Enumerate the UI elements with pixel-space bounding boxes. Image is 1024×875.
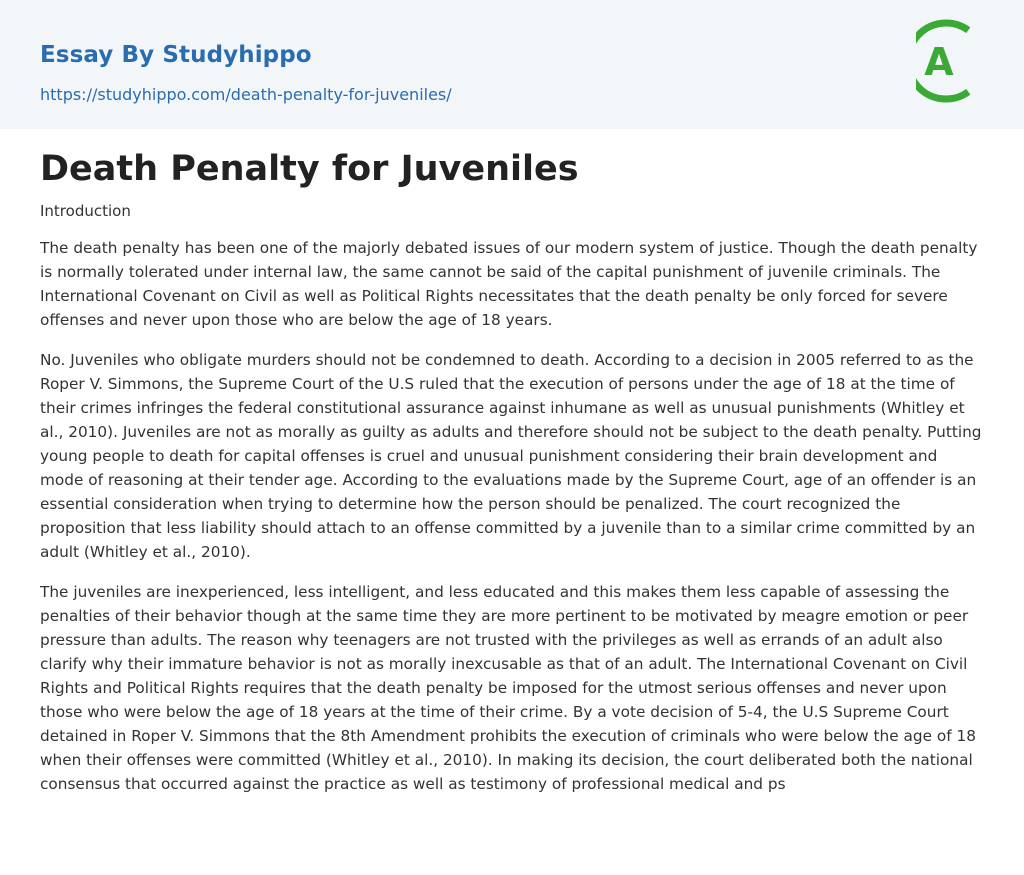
paragraph-2: No. Juveniles who obligate murders should not be condemned to death. According to a decision in 2005 referred to as the Roper V. Simmons, the Supreme Court of the U.S ruled that the execution of persons under the age of 18 at the time of their crimes infringes the federal constitutional assurance against inhumane as well as unusual punishments (Whitley et al., 2010). Juveniles are not as morally as guilty as adults and therefore should not be subject to the death penalty. Putting young people to death for capital offenses is cruel and unusual punishment considering their brain development and mode of reasoning at their tender age. According to the evaluations made by the Supreme Court, age of an offender is an essential consideration when trying to determine how the person should be penalized. The court recognized the proposition that less liability should attach to an offense committed by a juvenile than to a similar crime committed by an adult (Whitley et al., 2010).	[40, 351, 982, 561]
site-header	[0, 0, 1024, 129]
section-heading: Introduction	[40, 202, 131, 220]
studyhippo-logo-icon[interactable]	[916, 18, 986, 104]
paragraph-3: The juveniles are inexperienced, less intelligent, and less educated and this makes them less capable of assessing the penalties of their behavior though at the same time they are more pertinent to be motivated by meagre emotion or peer pressure than adults. The reason why teenagers are not trusted with the privileges as well as errands of an adult also clarify why their immature behavior is not as morally inexcusable as that of an adult. The International Covenant on Civil Rights and Political Rights requires that the death penalty be imposed for the utmost serious offenses and never upon those who were below the age of 18 years at the time of their crime. By a vote decision of 5-4, the U.S Supreme Court detained in Roper V. Simmons that the 8th Amendment prohibits the execution of criminals who were below the age of 18 when their offenses were committed (Whitley et al., 2010). In making its decision, the court deliberated both the national consensus that occurred against the practice as well as testimony of professional medical and ps	[40, 583, 976, 793]
article	[0, 147, 1024, 796]
paragraph-1: The death penalty has been one of the majorly debated issues of our modern system of justice. Though the death penalty is normally tolerated under internal law, the same cannot be said of the capital punishment of juvenile criminals. The International Covenant on Civil as well as Political Rights necessitates that the death penalty be only forced for severe offenses and never upon those who are below the age of 18 years.	[40, 239, 978, 329]
logo-letter: A	[924, 40, 954, 84]
brand-title[interactable]: Essay By Studyhippo	[40, 42, 312, 68]
source-url-link[interactable]: https://studyhippo.com/death-penalty-for-juveniles/	[40, 85, 452, 104]
page-title: Death Penalty for Juveniles	[40, 149, 579, 189]
